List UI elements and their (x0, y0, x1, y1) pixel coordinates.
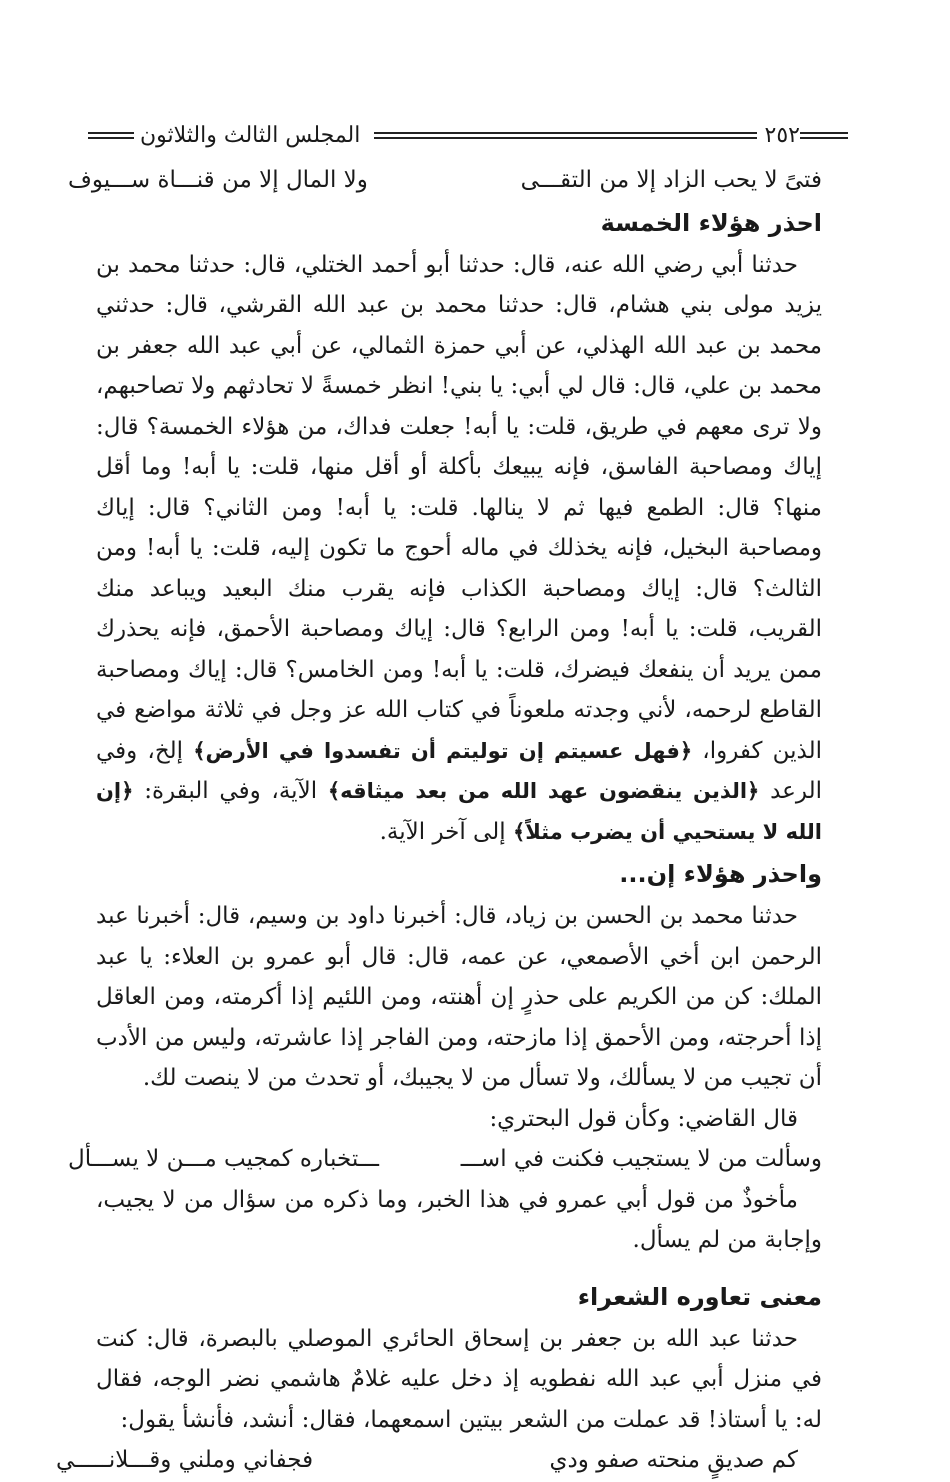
section-spacer (96, 1261, 822, 1275)
paragraph: مأخوذٌ من قول أبي عمرو في هذا الخبر، وما ذكره من سؤال من لا يجيب، وإجابة من لم يسأل. (96, 1186, 822, 1253)
paragraph-text: إلخ، وفي الرعد (96, 737, 822, 804)
quran-quote: ﴿إن الله لا يستحيي أن يضرب مثلاً﴾ (96, 779, 822, 844)
verse-second-hemistich: ولا المال إلا من قنـــاة ســـيوف (68, 167, 368, 193)
paragraph: قال القاضي: وكأن قول البحتري: (489, 1105, 798, 1132)
paragraph-text: حدثنا أبي رضي الله عنه، قال: حدثنا أبو أحمد الختلي، قال: حدثنا محمد بن يزيد مولى بني هشام، قال: حدثنا محمد بن عبد الله القرشي، قال: حدثني محمد بن عبد الله الهذلي، عن أبي حمزة الثمالي، عن أبي عبد الله جعفر بن محمد بن علي، قال: قال لي أبي: يا بني! انظر خمسةً لا تحادثهم ولا تصاحبهم، ولا ترى معهم في طريق، قلت: يا أبه! جعلت فداك، من هؤلاء الخمسة؟ قال: إياك ومصاحبة الفاسق، فإنه يبيعك بأكلة أو أقل منها، قلت: يا أبه! وما أقل منها؟ قال: الطمع فيها ثم لا ينالها. قلت: يا أبه! ومن الثاني؟ قال: إياك ومصاحبة البخيل، فإنه يخذلك في ماله أحوج ما تكون إليه، قلت: يا أبه! ومن الثالث؟ قال: إياك ومصاحبة الكذاب فإنه يقرب منك البعيد ويباعد منك القريب، قلت: يا أبه! ومن الرابع؟ قال: إياك ومصاحبة الأحمق، فإنه يحذرك ممن يريد أن ينفعك فيضرك، قلت: يا أبه! ومن الخامس؟ قال: إياك ومصاحبة القاطع لرحمه، لأني وجدته ملعوناً في كتاب الله عز وجل في ثلاثة مواضع في الذين كفروا، (96, 251, 823, 764)
chapter-title: المجلس الثالث والثلاثون (140, 122, 361, 148)
header-rule-right (800, 132, 848, 139)
verse-first-hemistich: فتىً لا يحب الزاد إلا من التقـــى (520, 167, 822, 193)
running-header (88, 118, 854, 152)
section-heading: واحذر هؤلاء إن... (619, 860, 822, 888)
verse-second-hemistich: فجفاني وملني وقـــلانـــــي (56, 1447, 314, 1473)
verse-second-hemistich: ـــتخباره كمجيب مـــن لا يســـأل (68, 1146, 379, 1172)
verse-line (56, 1440, 822, 1481)
verse-first-hemistich: وسألت من لا يستجيب فكنت في اســـ (460, 1146, 822, 1172)
quran-quote: ﴿فهل عسيتم إن توليتم أن تفسدوا في الأرض﴾ (193, 738, 693, 763)
page-number: ٢٥٢ (764, 122, 800, 148)
verse-first-hemistich: كم صديقٍ منحته صفو ودي (549, 1447, 798, 1473)
quran-quote: ﴿الذين ينقضون عهد الله من بعد ميثاقه﴾ (327, 779, 760, 803)
section-heading: معنى تعاوره الشعراء (577, 1282, 822, 1311)
verse-line (68, 160, 822, 201)
paragraph (96, 245, 822, 853)
header-rule-middle (374, 132, 756, 139)
section-heading: احذر هؤلاء الخمسة (600, 208, 822, 237)
verse-line (68, 1139, 822, 1180)
header-rule-left (88, 132, 134, 139)
paragraph-text: إلى آخر الآية. (379, 818, 513, 845)
paragraph: حدثنا محمد بن الحسن بن زياد، قال: أخبرنا داود بن وسيم، قال: أخبرنا عبد الرحمن ابن أخي الأصمعي، عن عمه، قال: قال أبو عمرو بن العلاء: يا عبد الملك: كن من الكريم على حذرٍ إن أهنته، ومن اللئيم إذا أكرمته، ومن العاقل إذا أحرجته، ومن الأحمق إذا مازحته، ومن الفاجر إذا عاشرته، وليس من الأدب أن تجيب من لا يسألك، ولا تسأل من لا يجيبك، أو تحدث من لا ينصت لك. (96, 903, 822, 1091)
page-body (56, 160, 823, 1481)
paragraph-text: الآية، وفي البقرة: (133, 778, 328, 804)
paragraph: حدثنا عبد الله بن جعفر بن إسحاق الحائري الموصلي بالبصرة، قال: كنت في منزل أبي عبد الله نفطويه إذ دخل عليه غلامٌ هاشمي نضر الوجه، فقال له: يا أستاذ! قد عملت من الشعر بيتين اسمعهما، فقال: أنشد، فأنشأ يقول: (96, 1325, 822, 1433)
